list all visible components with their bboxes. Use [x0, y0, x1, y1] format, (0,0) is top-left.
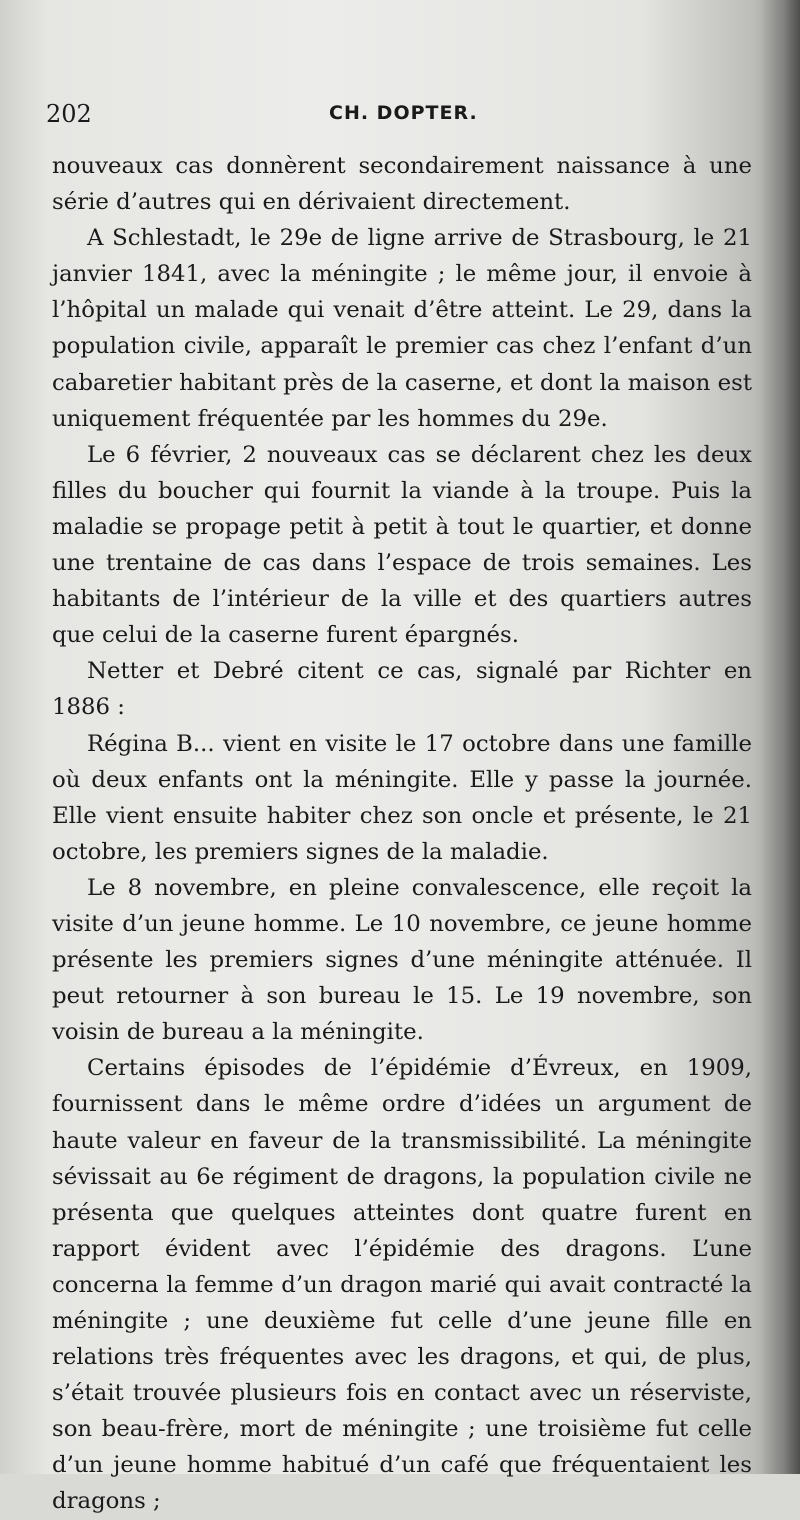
paragraph-fevrier: Le 6 février, 2 nouveaux cas se déclarent chez les deux filles du boucher qui fournit la viande à la troupe. Puis la maladie se propage petit à petit à tout le quartier, et donne une trentaine de cas dans l’espace de trois semaines. Les habitants de l’intérieur de la ville et des quartiers autres que celui de la caserne furent épargnés.: [52, 441, 752, 649]
paragraph-regina: Régina B... vient en visite le 17 octobre dans une famille où deux enfants ont la méningite. Elle y passe la journée. Elle vient ensuite habiter chez son oncle et présente, le 21 octobre, les premiers signes de la maladie.: [52, 730, 752, 865]
page-number: 202: [46, 100, 92, 128]
page-header: [46, 100, 746, 140]
paragraph-evreux: Certains épisodes de l’épidémie d’Évreux, en 1909, fournissent dans le même ordre d’idées un argument de haute valeur en faveur de la transmissibilité. La méningite sévissait au 6e régiment de dragons, la population civile ne présenta que quelques atteintes dont quatre furent en rapport évident avec l’épidémie des dragons. L’une concerna la femme d’un dragon marié qui avait contracté la méningite ; une deuxième fut celle d’une jeune fille en relations très fréquentes avec les dragons, et qui, de plus, s’était trouvée plusieurs fois en contact avec un réserviste, son beau-frère, mort de méningite ; une troisième fut celle d’un jeune homme habitué d’un café que fréquentaient les dragons ;: [52, 1055, 752, 1515]
paragraph-continuation: nouveaux cas donnèrent secondairement naissance à une série d’autres qui en dérivaient directement.: [52, 153, 752, 216]
paragraph-netter-debre: Netter et Debré citent ce cas, signalé par Richter en 1886 :: [52, 658, 752, 721]
page-edge-shadow: [760, 0, 800, 1474]
body-text: [52, 148, 752, 1520]
running-head: CH. DOPTER.: [329, 102, 478, 124]
paragraph-novembre: Le 8 novembre, en pleine convalescence, elle reçoit la visite d’un jeune homme. Le 10 novembre, ce jeune homme présente les premiers signes d’une méningite atténuée. Il peut retourner à son bureau le 15. Le 19 novembre, son voisin de bureau a la méningite.: [52, 874, 752, 1046]
paragraph-schlestadt: A Schlestadt, le 29e de ligne arrive de Strasbourg, le 21 janvier 1841, avec la méningite ; le même jour, il envoie à l’hôpital un malade qui venait d’être atteint. Le 29, dans la population civile, apparaît le premier cas chez l’enfant d’un cabaretier habitant près de la caserne, et dont la maison est uniquement fréquentée par les hommes du 29e.: [52, 225, 752, 432]
